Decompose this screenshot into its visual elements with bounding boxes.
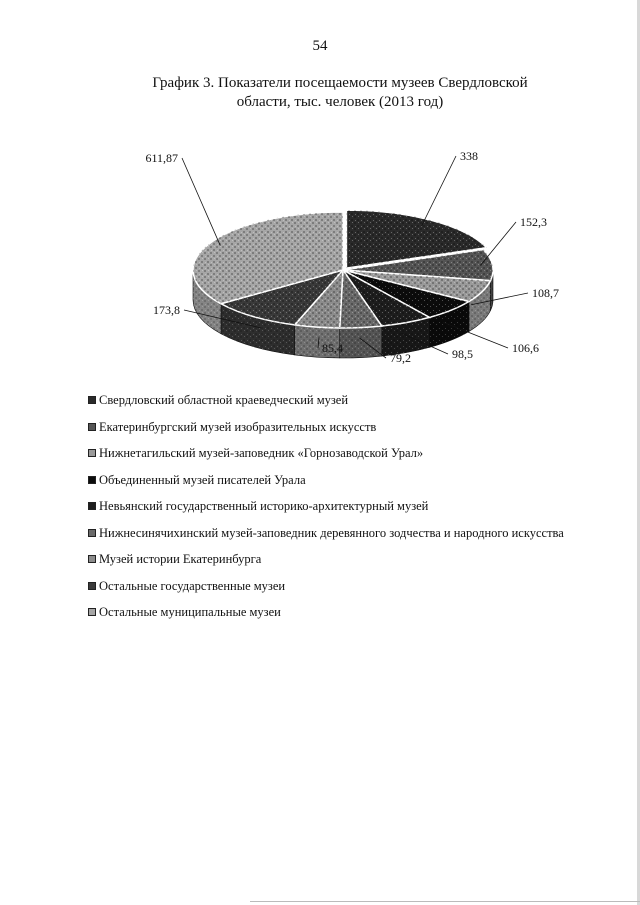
pie-value-label: 173,8 [153, 303, 180, 317]
legend-swatch [88, 582, 96, 590]
pie-leader-line [422, 156, 456, 226]
legend-swatch [88, 529, 96, 537]
legend-label: Екатеринбургский музей изобразительных искусств [99, 419, 377, 434]
legend-label: Нижнесинячихинский музей-заповедник деревянного зодчества и народного искусства [99, 525, 564, 540]
pie-value-label: 108,7 [532, 286, 559, 300]
pie-value-label: 611,87 [145, 151, 178, 165]
chart-title-line-2: области, тыс. человек (2013 год) [236, 94, 444, 110]
legend-label: Объединенный музей писателей Урала [99, 472, 306, 487]
legend-item [88, 599, 628, 626]
pie-value-label: 98,5 [452, 347, 473, 361]
legend-item [88, 467, 628, 494]
legend-label: Остальные государственные музеи [99, 578, 286, 593]
pie-value-label: 79,2 [390, 351, 411, 365]
page-number: 54 [312, 38, 328, 54]
legend-swatch [88, 476, 96, 484]
legend-item [88, 573, 628, 600]
pie-value-label: 85,4 [322, 341, 343, 355]
legend-swatch [88, 555, 96, 563]
legend-item [88, 520, 628, 547]
legend-label: Нижнетагильский музей-заповедник «Горнозаводской Урал» [99, 446, 424, 460]
pie-leader-line [480, 222, 516, 265]
legend-label: Музей истории Екатеринбурга [99, 552, 262, 566]
pie-chart [0, 0, 640, 380]
legend-swatch [88, 502, 96, 510]
pie-value-label: 338 [460, 149, 478, 163]
legend-swatch [88, 608, 96, 616]
legend-item [88, 440, 628, 467]
legend-item [88, 387, 628, 414]
legend [88, 387, 628, 626]
scan-edge-bottom [250, 901, 640, 902]
legend-swatch [88, 449, 96, 457]
pie-slice-side-texture [340, 326, 382, 358]
legend-swatch [88, 423, 96, 431]
legend-label: Свердловский областной краеведческий музей [99, 393, 349, 407]
legend-item [88, 414, 628, 441]
chart-title-line-1: График 3. Показатели посещаемости музеев Свердловской [152, 75, 528, 91]
pie-value-label: 152,3 [520, 215, 547, 229]
legend-swatch [88, 396, 96, 404]
legend-item [88, 546, 628, 573]
pie-value-label: 106,6 [512, 341, 539, 355]
pie-tops [193, 210, 493, 328]
legend-label: Остальные муниципальные музеи [99, 605, 281, 619]
legend-item [88, 493, 628, 520]
pie-leader-line [182, 158, 220, 246]
legend-label: Невьянский государственный историко-архитектурный музей [99, 499, 429, 513]
